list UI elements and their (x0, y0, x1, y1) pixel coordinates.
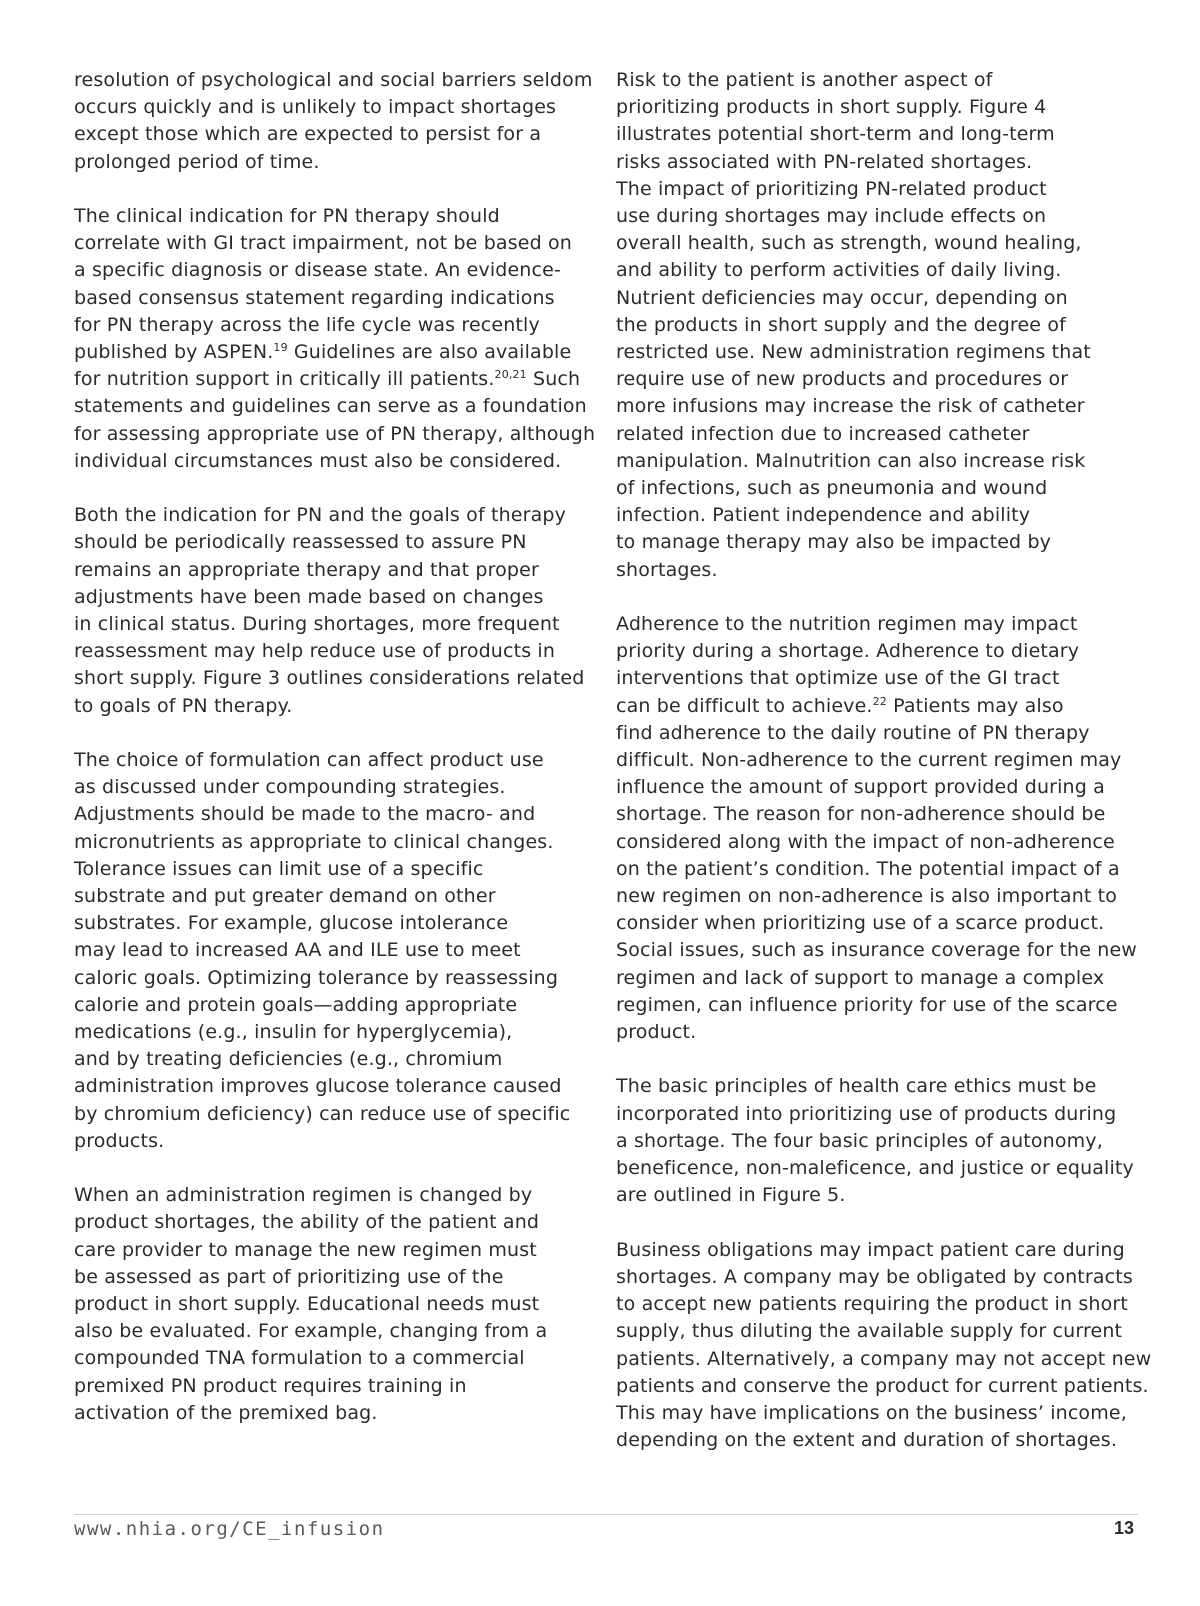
paragraph-formulation (74, 747, 594, 1155)
text-line: manipulation. Malnutrition can also increase risk (616, 449, 1086, 472)
left-column (74, 67, 594, 1427)
paragraph-ethics (616, 1073, 1136, 1209)
text-line: difficult. Non-adherence to the current regimen may (616, 749, 1122, 772)
text-line: product. (616, 1021, 697, 1044)
text-line: Risk to the patient is another aspect of (616, 69, 993, 91)
text-line: resolution of psychological and social barriers seldom (74, 69, 593, 91)
text-line: occurs quickly and is unlikely to impact shortages (74, 96, 557, 119)
text-segment: Guidelines are also available (287, 341, 572, 364)
paragraph-barriers (74, 67, 594, 176)
text-line: except those which are expected to persist for a (74, 123, 542, 146)
text-line: medications (e.g., insulin for hyperglycemia), (74, 1021, 513, 1044)
text-line: Tolerance issues can limit use of a specific (74, 857, 484, 880)
text-line: activation of the premixed bag. (74, 1401, 378, 1424)
text-line: also be evaluated. For example, changing from a (74, 1320, 548, 1343)
text-line: consider when prioritizing use of a scarce product. (616, 912, 1105, 935)
text-line: new regimen on non-adherence is also important to (616, 885, 1118, 908)
text-line: premixed PN product requires training in (74, 1374, 467, 1397)
text-line: infection. Patient independence and ability (616, 504, 1031, 527)
text-line: Social issues, such as insurance coverage for the new (616, 939, 1137, 962)
paragraph-clinical-indication (74, 203, 594, 475)
text-line: as discussed under compounding strategies. (74, 776, 506, 799)
text-line: remains an appropriate therapy and that proper (74, 558, 539, 581)
text-line: reassessment may help reduce use of products in (74, 640, 556, 663)
text-line: The choice of formulation can affect product use (74, 749, 544, 772)
text-line (74, 366, 594, 393)
text-line: depending on the extent and duration of shortages. (616, 1429, 1118, 1452)
text-line: substrate and put greater demand on other (74, 885, 496, 908)
text-line: shortages. (616, 558, 718, 581)
text-segment: Patients may also (886, 694, 1064, 717)
text-line: supply, thus diluting the available supply for current (616, 1320, 1123, 1343)
text-line: substrates. For example, glucose intolerance (74, 912, 509, 935)
text-line: patients. Alternatively, a company may not accept new (616, 1347, 1152, 1370)
text-line: Business obligations may impact patient care during (616, 1238, 1125, 1261)
text-line: The clinical indication for PN therapy should (74, 205, 500, 227)
text-line: caloric goals. Optimizing tolerance by reassessing (74, 966, 559, 989)
citation-superscript: 20,21 (494, 368, 527, 382)
text-line: a specific diagnosis or disease state. An evidence- (74, 259, 561, 282)
text-line: more infusions may increase the risk of catheter (616, 395, 1085, 418)
text-line: should be periodically reassessed to assure PN (74, 531, 527, 554)
paragraph-business-obligations (616, 1237, 1152, 1455)
text-line: Nutrient deficiencies may occur, depending on (616, 286, 1068, 309)
text-segment: for nutrition support in critically ill patients. (74, 368, 495, 391)
text-line: based consensus statement regarding indications (74, 286, 555, 309)
text-line: a shortage. The four basic principles of autonomy, (616, 1129, 1103, 1152)
text-line (74, 339, 594, 366)
text-line: may lead to increased AA and ILE use to meet (74, 939, 521, 962)
text-line: adjustments have been made based on changes (74, 585, 544, 608)
text-line: on the patient’s condition. The potential impact of a (616, 857, 1120, 880)
text-line: the products in short supply and the degree of (616, 313, 1066, 336)
text-line: to manage therapy may also be impacted by (616, 531, 1052, 554)
text-line: prolonged period of time. (74, 150, 320, 173)
text-line: use during shortages may include effects on (616, 205, 1047, 228)
text-line: priority during a shortage. Adherence to dietary (616, 640, 1080, 663)
text-line: illustrates potential short-term and long-term (616, 123, 1055, 146)
page-number: 13 (1113, 1518, 1134, 1538)
text-line: calorie and protein goals—adding appropriate (74, 993, 518, 1016)
text-line: in clinical status. During shortages, more frequent (74, 613, 560, 636)
paragraph-administration-regimen (74, 1182, 594, 1427)
text-line: for assessing appropriate use of PN therapy, although (74, 422, 596, 445)
text-line: Adherence to the nutrition regimen may impact (616, 613, 1078, 636)
text-line: require use of new products and procedures or (616, 368, 1069, 391)
footer-divider (74, 1514, 1138, 1515)
text-line: for PN therapy across the life cycle was recently (74, 313, 540, 336)
text-line: overall health, such as strength, wound healing, (616, 232, 1082, 255)
text-line: correlate with GI tract impairment, not be based on (74, 232, 572, 255)
text-line: statements and guidelines can serve as a foundation (74, 395, 587, 418)
text-line: administration improves glucose tolerance caused (74, 1075, 562, 1098)
text-line: product shortages, the ability of the patient and (74, 1211, 540, 1234)
text-line: product in short supply. Educational needs must (74, 1293, 540, 1316)
text-line: The impact of prioritizing PN-related product (616, 177, 1047, 200)
text-segment: can be difficult to achieve. (616, 694, 873, 717)
text-line (616, 693, 1136, 720)
text-line: Both the indication for PN and the goals of therapy (74, 504, 566, 527)
text-line: shortages. A company may be obligated by contracts (616, 1265, 1133, 1288)
text-line: find adherence to the daily routine of PN therapy (616, 721, 1090, 744)
text-line: to accept new patients requiring the product in short (616, 1293, 1128, 1316)
text-line: are outlined in Figure 5. (616, 1184, 846, 1207)
text-line: beneficence, non-maleficence, and justice or equality (616, 1157, 1134, 1180)
text-line: considered along with the impact of non-adherence (616, 830, 1115, 853)
paragraph-adherence (616, 611, 1136, 1046)
text-line: Adjustments should be made to the macro- and (74, 803, 536, 826)
text-segment: published by ASPEN. (74, 341, 274, 364)
text-line: regimen and lack of support to manage a complex (616, 966, 1105, 989)
text-line: related infection due to increased catheter (616, 422, 1030, 445)
text-line: This may have implications on the business’ income, (616, 1401, 1127, 1424)
text-line: regimen, can influence priority for use of the scarce (616, 993, 1118, 1016)
citation-superscript: 22 (872, 694, 887, 708)
text-line: prioritizing products in short supply. Figure 4 (616, 96, 1047, 119)
text-line: The basic principles of health care ethics must be (616, 1075, 1097, 1098)
paragraph-patient-risk (616, 67, 1136, 584)
text-line: compounded TNA formulation to a commercial (74, 1347, 525, 1370)
text-line: shortage. The reason for non-adherence should be (616, 803, 1106, 826)
text-line: risks associated with PN-related shortages. (616, 150, 1033, 173)
text-line: short supply. Figure 3 outlines considerations related (74, 667, 585, 690)
text-line: by chromium deficiency) can reduce use of specific (74, 1102, 571, 1125)
text-line: individual circumstances must also be considered. (74, 449, 562, 472)
text-line: products. (74, 1129, 165, 1152)
text-line: and ability to perform activities of daily living. (616, 259, 1062, 282)
paragraph-goals-of-therapy (74, 502, 594, 720)
text-line: care provider to manage the new regimen must (74, 1238, 537, 1261)
footer-url-link[interactable]: www.nhia.org/CE_infusion (74, 1518, 385, 1540)
text-line: micronutrients as appropriate to clinical changes. (74, 830, 554, 853)
text-line: When an administration regimen is changed by (74, 1184, 533, 1207)
text-line: interventions that optimize use of the GI tract (616, 667, 1060, 690)
text-line: restricted use. New administration regimens that (616, 341, 1091, 364)
text-line: to goals of PN therapy. (74, 694, 293, 717)
text-line: of infections, such as pneumonia and wound (616, 477, 1048, 500)
right-column (616, 67, 1152, 1454)
text-line: and by treating deficiencies (e.g., chromium (74, 1048, 503, 1071)
text-segment: Such (526, 368, 581, 391)
text-line: influence the amount of support provided during a (616, 776, 1105, 799)
text-line: incorporated into prioritizing use of products during (616, 1102, 1117, 1125)
text-line: be assessed as part of prioritizing use of the (74, 1265, 504, 1288)
text-line: patients and conserve the product for current patients. (616, 1374, 1149, 1397)
citation-superscript: 19 (273, 341, 288, 355)
